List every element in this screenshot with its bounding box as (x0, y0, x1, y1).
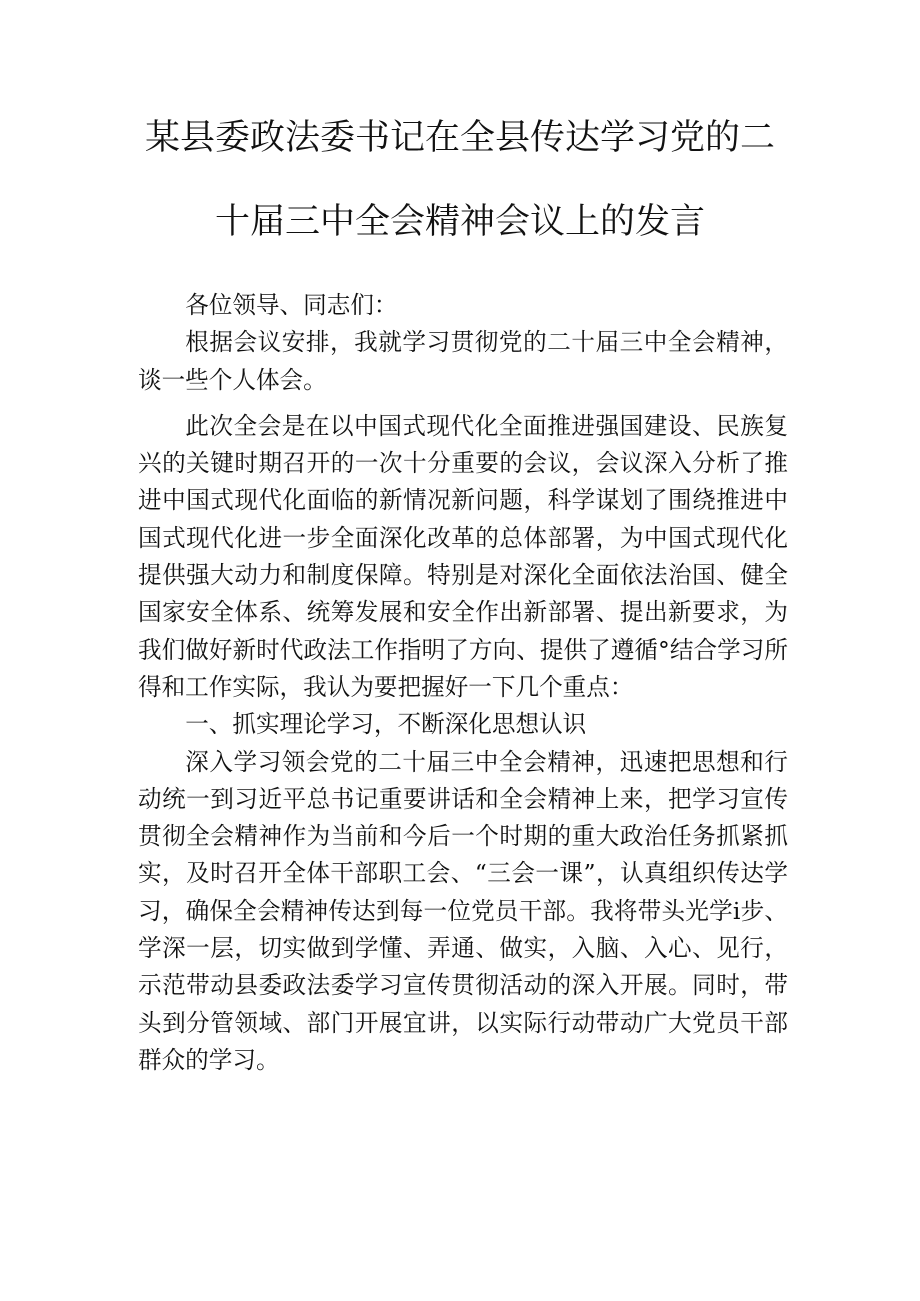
document-title-line-2: 十届三中全会精神会议上的发言 (214, 202, 705, 242)
document-body (138, 287, 788, 1079)
section-heading-1: 一、抓实理论学习，不断深化思想认识 (185, 710, 587, 739)
intro-paragraph: 根据会议安排，我就学习贯彻党的二十届三中全会精神，谈一些个人体会。 (138, 328, 788, 394)
section-1-paragraph: 深入学习领会党的二十届三中全会精神，迅速把思想和行动统一到习近平总书记重要讲话和全会精神上来，把学习宣传贯彻全会精神作为当前和今后一个时期的重大政治任务抓紧抓实，及时召开全体干部职工会、“三会一课”，认真组织传达学习，确保全会精神传达到每一位党员干部。我将带头光学i步、学深一层，切实做到学懂、弄通、做实，入脑、入心、见行，示范带动县委政法委学习宣传贯彻活动的深入开展。同时，带头到分管领域、部门开展宜讲，以实际行动带动广大党员干部群众的学习。 (138, 747, 788, 1074)
document-title-line-1: 某县委政法委书记在全县传达学习党的二 (144, 118, 775, 158)
salutation: 各位领导、同志们： (185, 291, 398, 319)
context-paragraph: 此次全会是在以中国式现代化全面推进强国建设、民族复兴的关键时期召开的一次十分重要的会议，会议深入分析了推进中国式现代化面临的新情况新问题，科学谋划了围绕推进中国式现代化进一步全面深化改革的总体部署，为中国式现代化提供强大动力和制度保障。特别是对深化全面依法治国、健全国家安全体系、统筹发展和安全作出新部署、提出新要求，为我们做好新时代政法工作指明了方向、提供了遵循°结合学习所得和工作实际，我认为要把握好一下几个重点： (138, 411, 788, 701)
